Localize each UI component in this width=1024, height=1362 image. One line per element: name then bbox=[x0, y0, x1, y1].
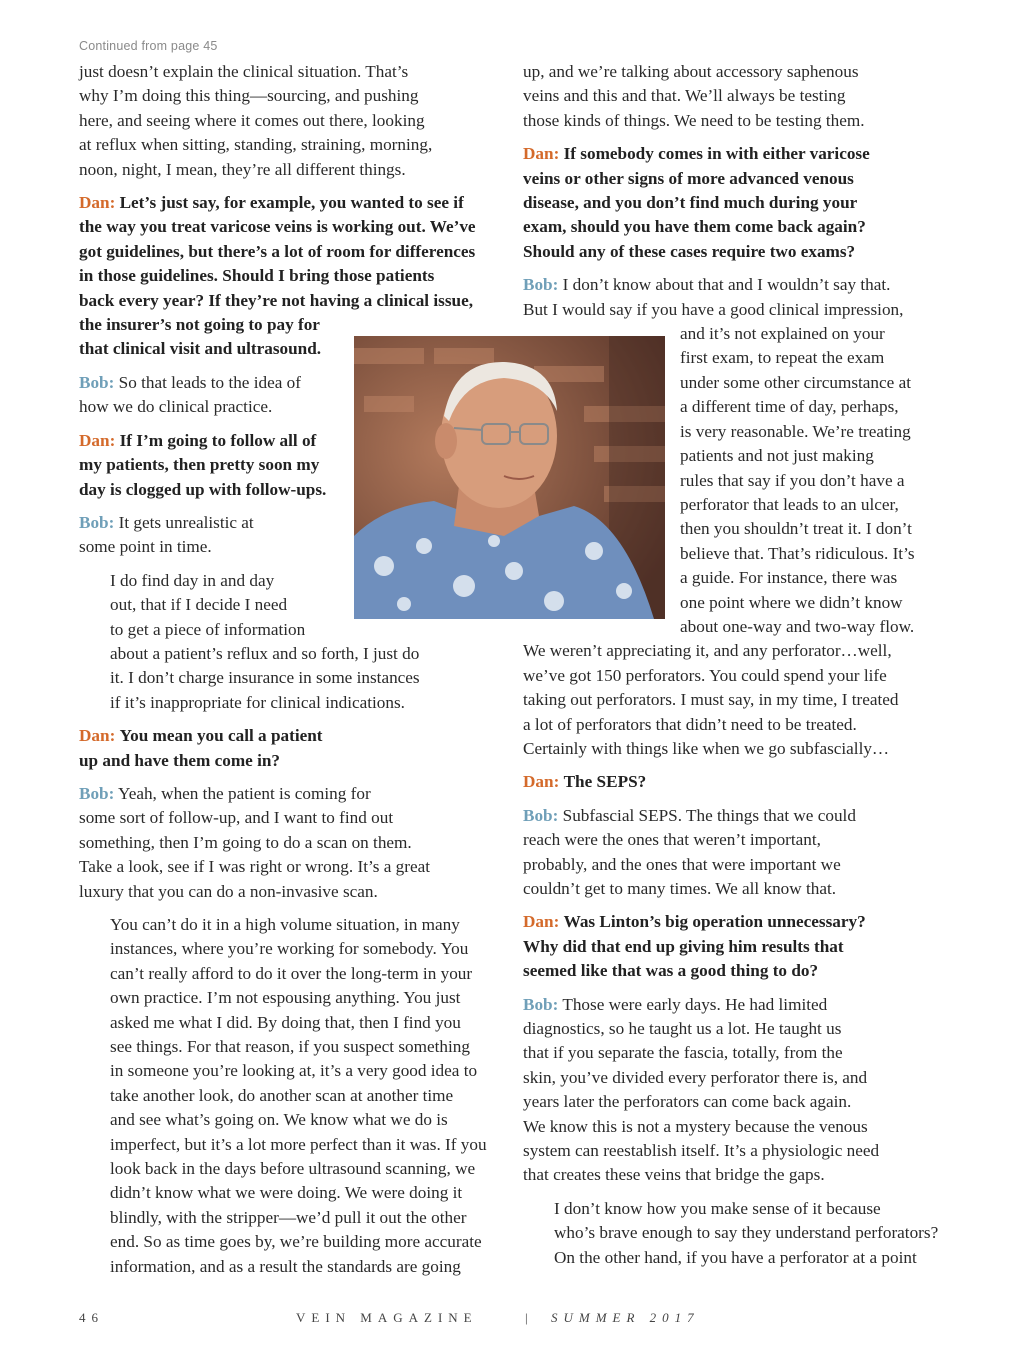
text-line: here, and seeing where it comes out there, looking bbox=[79, 110, 425, 130]
text-line: information, and as a result the standards are going bbox=[110, 1256, 461, 1276]
text-line: take another look, do another scan at another time bbox=[110, 1085, 454, 1105]
text-line: I do find day in and day bbox=[110, 570, 275, 590]
text-line: up, and we’re talking about accessory saphenous bbox=[523, 62, 859, 81]
speaker-bob: Bob: bbox=[523, 805, 559, 825]
text-line: luxury that you can do a non-invasive scan. bbox=[79, 881, 378, 901]
speaker-bob: Bob: bbox=[523, 994, 559, 1014]
text-line: that if you separate the fascia, totally, from the bbox=[523, 1043, 843, 1063]
text-line: We know this is not a mystery because the venous bbox=[523, 1116, 868, 1136]
text-line: one point where we didn’t know bbox=[680, 592, 903, 612]
text-line: You mean you call a patient bbox=[119, 726, 323, 746]
text-line: it. I don’t charge insurance in some instances bbox=[110, 668, 420, 688]
text-line: can’t really afford to do it over the long-term in your bbox=[110, 963, 473, 983]
paragraph bbox=[523, 60, 941, 133]
text-line: is very reasonable. We’re treating bbox=[680, 421, 911, 441]
text-line: Those were early days. He had limited bbox=[562, 994, 828, 1014]
dan-question bbox=[523, 142, 941, 264]
text-line: about a patient’s reflux and so forth, I just do bbox=[110, 643, 420, 663]
text-line: diagnostics, so he taught us a lot. He taught us bbox=[523, 1019, 842, 1039]
text-line: So that leads to the idea of bbox=[118, 372, 301, 392]
text-line: and it’s not explained on your bbox=[680, 324, 885, 344]
text-line: didn’t know what we were doing. We were doing it bbox=[110, 1183, 463, 1203]
text-line: end. So as time goes by, we’re building more accurate bbox=[110, 1232, 482, 1252]
text-line: It gets unrealistic at bbox=[118, 512, 254, 532]
speaker-dan: Dan: bbox=[79, 726, 116, 746]
text-line: asked me what I did. By doing that, then I find you bbox=[110, 1012, 461, 1032]
text-line: the insurer’s not going to pay for bbox=[79, 315, 320, 335]
text-line: taking out perforators. I must say, in my time, I treated bbox=[523, 690, 899, 710]
bob-answer bbox=[523, 804, 941, 902]
speaker-bob: Bob: bbox=[523, 275, 559, 295]
text-line: Certainly with things like when we go subfascially… bbox=[523, 738, 890, 758]
paragraph bbox=[523, 1197, 941, 1270]
text-line: perforator that leads to an ulcer, bbox=[680, 494, 899, 514]
text-line: seemed like that was a good thing to do? bbox=[523, 961, 819, 981]
text-line: Why did that end up giving him results that bbox=[523, 936, 844, 956]
text-line: those kinds of things. We need to be testing them. bbox=[523, 110, 865, 130]
text-line: Was Linton’s big operation unnecessary? bbox=[563, 912, 866, 932]
text-line: see things. For that reason, if you suspect something bbox=[110, 1037, 470, 1057]
text-line: blindly, with the stripper—we’d pull it out the other bbox=[110, 1207, 467, 1227]
text-line: some point in time. bbox=[79, 537, 212, 557]
speaker-bob: Bob: bbox=[79, 512, 115, 532]
text-line: a lot of perforators that didn’t need to be treated. bbox=[523, 714, 857, 734]
text-line: Yeah, when the patient is coming for bbox=[118, 783, 371, 803]
portrait-photo bbox=[354, 336, 665, 619]
bob-answer bbox=[79, 782, 494, 904]
text-line: years later the perforators can come back again. bbox=[523, 1092, 852, 1112]
text-line: probably, and the ones that were important we bbox=[523, 854, 841, 874]
speaker-dan: Dan: bbox=[523, 144, 560, 164]
text-line: believe that. That’s ridiculous. It’s bbox=[680, 543, 915, 563]
text-line: day is clogged up with follow-ups. bbox=[79, 479, 327, 499]
text-line: something, then I’m going to do a scan on them. bbox=[79, 832, 412, 852]
paragraph bbox=[79, 60, 494, 182]
text-line: On the other hand, if you have a perforator at a point bbox=[554, 1247, 917, 1267]
dan-question bbox=[79, 724, 494, 773]
paragraph bbox=[79, 913, 494, 1279]
text-line: about one-way and two-way flow. bbox=[680, 616, 915, 636]
text-line: in someone you’re looking at, it’s a very good idea to bbox=[110, 1061, 478, 1081]
text-line: exam, should you have them come back again? bbox=[523, 217, 866, 237]
text-line: skin, you’ve divided every perforator there is, and bbox=[523, 1067, 868, 1087]
text-line: own practice. I’m not espousing anything. You just bbox=[110, 988, 461, 1008]
speaker-bob: Bob: bbox=[79, 783, 115, 803]
text-line: patients and not just making bbox=[680, 446, 874, 466]
text-line: in those guidelines. Should I bring those patients bbox=[79, 266, 435, 286]
text-line: system can reestablish itself. It’s a physiologic need bbox=[523, 1141, 880, 1161]
dan-question bbox=[523, 770, 941, 794]
text-line: I don’t know about that and I wouldn’t say that. bbox=[562, 275, 891, 295]
text-line: to get a piece of information bbox=[110, 619, 306, 639]
text-line: veins and this and that. We’ll always be testing bbox=[523, 86, 846, 106]
text-line: how we do clinical practice. bbox=[79, 397, 273, 417]
text-line: the way you treat varicose veins is working out. We’ve bbox=[79, 217, 476, 237]
text-line: instances, where you’re working for somebody. You bbox=[110, 939, 469, 959]
text-line: If somebody comes in with either varicose bbox=[563, 144, 870, 164]
speaker-dan: Dan: bbox=[523, 912, 560, 932]
text-line: You can’t do it in a high volume situation, in many bbox=[110, 915, 460, 934]
text-line: that clinical visit and ultrasound. bbox=[79, 339, 322, 359]
speaker-dan: Dan: bbox=[79, 193, 116, 213]
text-line: Take a look, see if I was right or wrong. It’s a great bbox=[79, 857, 431, 877]
text-line: Subfascial SEPS. The things that we could bbox=[562, 805, 856, 825]
text-line: my patients, then pretty soon my bbox=[79, 455, 320, 475]
right-column bbox=[523, 60, 941, 1279]
text-line: got guidelines, but there’s a lot of room for differences bbox=[79, 241, 476, 261]
continued-from-note: Continued from page 45 bbox=[79, 39, 218, 53]
text-line: out, that if I decide I need bbox=[110, 595, 288, 615]
text-line: back every year? If they’re not having a clinical issue, bbox=[79, 290, 474, 310]
bob-answer bbox=[523, 993, 941, 1188]
text-line: a guide. For instance, there was bbox=[680, 568, 898, 588]
text-line: why I’m doing this thing—sourcing, and pushing bbox=[79, 86, 419, 106]
text-line: But I would say if you have a good clinical impression, bbox=[523, 299, 904, 319]
text-line: couldn’t get to many times. We all know that. bbox=[523, 879, 837, 898]
text-line: we’ve got 150 perforators. You could spend your life bbox=[523, 665, 887, 685]
text-line: that creates these veins that bridge the gaps. bbox=[523, 1165, 825, 1185]
text-line: noon, night, I mean, they’re all different things. bbox=[79, 159, 406, 179]
text-line: under some other circumstance at bbox=[680, 372, 911, 392]
speaker-bob: Bob: bbox=[79, 372, 115, 392]
text-line: The SEPS? bbox=[563, 772, 647, 792]
text-line: first exam, to repeat the exam bbox=[680, 348, 885, 368]
text-line: rules that say if you don’t have a bbox=[680, 470, 905, 490]
text-line: and see what’s going on. We know what we do is bbox=[110, 1110, 448, 1130]
text-line: some sort of follow-up, and I want to find out bbox=[79, 808, 394, 828]
magazine-name: VEIN MAGAZINE bbox=[296, 1310, 478, 1325]
text-line: who’s brave enough to say they understand perforators? bbox=[554, 1223, 939, 1243]
speaker-dan: Dan: bbox=[523, 772, 560, 792]
text-line: Let’s just say, for example, you wanted to see if bbox=[119, 193, 464, 213]
text-line: reach were the ones that weren’t important, bbox=[523, 830, 821, 850]
dan-question bbox=[523, 910, 941, 983]
text-line: veins or other signs of more advanced venous bbox=[523, 168, 854, 188]
text-line: I don’t know how you make sense of it because bbox=[554, 1198, 881, 1218]
text-line: Should any of these cases require two exams? bbox=[523, 241, 856, 261]
portrait-illustration bbox=[354, 336, 665, 619]
text-line: at reflux when sitting, standing, straining, morning, bbox=[79, 135, 433, 155]
page-number: 46 bbox=[79, 1310, 104, 1325]
text-line: up and have them come in? bbox=[79, 750, 281, 770]
text-line: then you shouldn’t treat it. I don’t bbox=[680, 519, 912, 539]
text-line: look back in the days before ultrasound scanning, we bbox=[110, 1159, 476, 1179]
text-line: If I’m going to follow all of bbox=[119, 430, 317, 450]
text-line: disease, and you don’t find much during your bbox=[523, 193, 858, 213]
speaker-dan: Dan: bbox=[79, 430, 116, 450]
text-line: just doesn’t explain the clinical situation. That’s bbox=[79, 62, 409, 81]
text-line: imperfect, but it’s a lot more perfect than it was. If you bbox=[110, 1134, 487, 1154]
left-column bbox=[79, 60, 494, 1288]
issue-label: SUMMER 2017 bbox=[551, 1310, 700, 1325]
text-line: a different time of day, perhaps, bbox=[680, 397, 899, 417]
text-line: if it’s inappropriate for clinical indications. bbox=[110, 692, 405, 712]
footer-separator: | bbox=[525, 1310, 534, 1325]
text-line: We weren’t appreciating it, and any perforator…well, bbox=[523, 641, 892, 661]
